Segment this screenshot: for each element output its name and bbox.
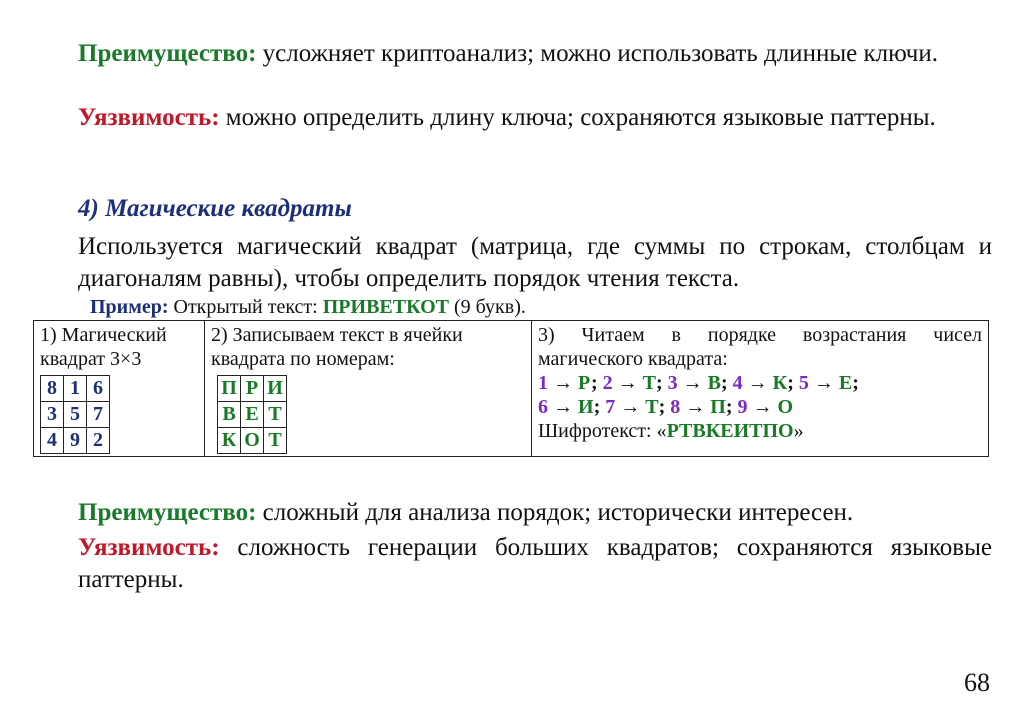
vulnerability-paragraph-top	[78, 102, 992, 134]
letter-cell: О	[241, 428, 264, 454]
advantage-text: сложный для анализа порядок; исторически интересен.	[256, 499, 854, 526]
advantage-paragraph-bottom	[78, 497, 992, 529]
advantage-label: Преимущество:	[78, 499, 257, 526]
magic-number: 8	[41, 376, 64, 402]
ciphertext-value: РТВКЕИТПО	[666, 420, 794, 442]
magic-number: 4	[41, 428, 64, 454]
step-letter: В	[707, 372, 721, 394]
step-letter: Е	[838, 372, 853, 394]
ciphertext-label: Шифротекст: «	[538, 420, 667, 442]
example-table	[33, 320, 989, 457]
example-text: Открытый текст:	[168, 296, 323, 318]
step-number: 2	[602, 372, 613, 394]
step-letter: К	[772, 372, 788, 394]
magic-square-title: 1) Магический квадрат 3×3	[40, 324, 167, 370]
advantage-paragraph-top	[78, 38, 992, 70]
vulnerability-label: Уязвимость:	[78, 104, 220, 131]
magic-number: 1	[64, 376, 87, 402]
step-number: 6	[538, 396, 548, 418]
letters-square-title: 2) Записываем текст в ячейки квадрата по номерам:	[211, 324, 463, 370]
vulnerability-text: можно определить длину ключа; сохраняются языковые паттерны.	[219, 104, 936, 131]
reading-order-cell	[532, 321, 989, 457]
step-letter: О	[777, 396, 794, 418]
magic-number: 7	[87, 402, 110, 428]
vulnerability-label: Уязвимость:	[78, 534, 220, 561]
vulnerability-text: сложность генерации больших квадратов; сохраняются языковые паттерны.	[78, 534, 992, 593]
step-number: 5	[798, 372, 809, 394]
letter-cell: Р	[241, 376, 264, 402]
letters-square-cell	[205, 321, 532, 457]
step-letter: Т	[642, 372, 656, 394]
page-number: 68	[964, 668, 990, 697]
step-number: 3	[667, 372, 678, 394]
section-heading: 4) Магические квадраты	[78, 195, 352, 222]
magic-number: 3	[41, 402, 64, 428]
magic-number: 6	[87, 376, 110, 402]
description-paragraph: Используется магический квадрат (матрица, где суммы по строкам, столбцам и диагоналям равны), чтобы определить порядок чтения текста.	[78, 233, 992, 292]
example-line	[90, 294, 526, 320]
step-letter: Р	[578, 372, 591, 394]
ciphertext-end: »	[793, 420, 804, 442]
steps-line-1: 1 → Р; 2 → Т; 3 → В; 4 → К; 5 → Е;	[538, 372, 859, 394]
ciphertext-line	[538, 419, 982, 443]
steps-line-2: 6 → И; 7 → Т; 8 → П; 9 → О	[538, 396, 794, 418]
step-number: 4	[732, 372, 743, 394]
reading-order-title: 3) Читаем в порядке возрастания чисел магического квадрата:	[538, 324, 982, 370]
letter-cell: П	[218, 376, 241, 402]
letter-cell: Т	[264, 402, 287, 428]
letter-cell: Е	[241, 402, 264, 428]
step-letter: И	[578, 396, 594, 418]
example-suffix: (9 букв).	[448, 296, 526, 318]
advantage-text: усложняет криптоанализ; можно использовать длинные ключи.	[256, 40, 939, 67]
step-letter: Т	[645, 396, 659, 418]
step-number: 9	[737, 396, 748, 418]
magic-number: 5	[64, 402, 87, 428]
magic-square-cell	[34, 321, 205, 457]
letter-cell: Т	[264, 428, 287, 454]
advantage-label: Преимущество:	[78, 40, 257, 67]
letter-cell: И	[264, 376, 287, 402]
letter-cell: В	[218, 402, 241, 428]
step-number: 8	[670, 396, 681, 418]
step-letter: П	[710, 396, 726, 418]
example-label: Пример:	[90, 296, 169, 318]
magic-number: 2	[87, 428, 110, 454]
step-number: 7	[605, 396, 616, 418]
vulnerability-paragraph-bottom	[78, 532, 992, 596]
magic-number: 9	[64, 428, 87, 454]
letter-cell: К	[218, 428, 241, 454]
letters-grid	[217, 375, 287, 454]
step-number: 1	[538, 372, 548, 394]
magic-square-grid	[40, 375, 110, 454]
plaintext-value: ПРИВЕТКОТ	[322, 296, 449, 318]
